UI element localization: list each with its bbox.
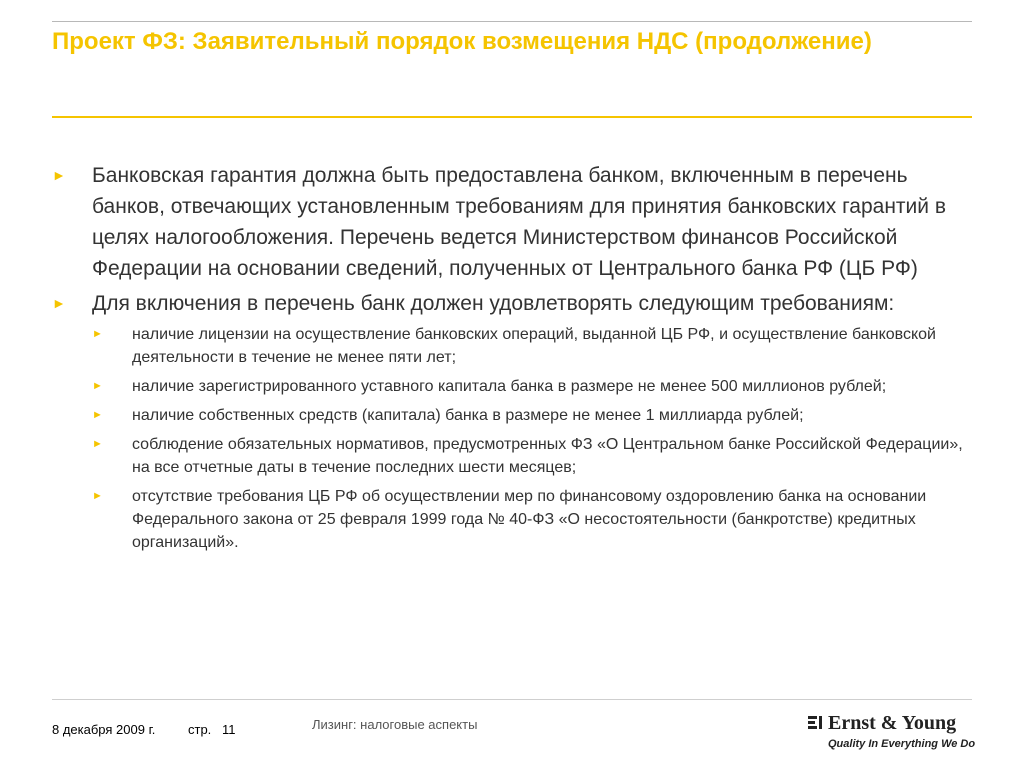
sub-bullet-text: отсутствие требования ЦБ РФ об осуществлении мер по финансовому оздоровлению банка на основании Федерального закона от 25 февраля 1999 года № 40-ФЗ «О несостоятельности (банкротстве) кредитных организаций». [132,488,927,551]
sub-bullet-arrow-icon: ► [92,438,103,450]
footer-date: 8 декабря 2009 г. [52,722,156,737]
slide-title: Проект ФЗ: Заявительный порядок возмещения НДС (продолжение) [52,28,872,55]
sub-bullet-arrow-icon: ► [92,490,103,502]
sub-bullet-arrow-icon: ► [92,328,103,340]
footer-page-label: стр. [188,722,212,737]
logo-tagline: Quality In Everything We Do [828,738,976,750]
sub-bullet-item [92,485,977,554]
sub-bullet-arrow-icon: ► [92,409,103,421]
sub-bullet-text: наличие лицензии на осуществление банковских операций, выданной ЦБ РФ, и осуществление банковской деятельности в течение не менее пяти лет; [132,326,936,366]
bullet-arrow-icon: ► [52,167,66,183]
title-underline [52,116,972,118]
top-divider [52,21,972,22]
ernst-young-logo-mark-icon [808,715,824,731]
logo-wordmark: Ernst & Young [828,711,957,734]
footer-page-number: 11 [222,722,236,737]
footer-presentation-title: Лизинг: налоговые аспекты [312,717,478,732]
sub-bullet-arrow-icon: ► [92,380,103,392]
sub-bullet-text: соблюдение обязательных нормативов, предусмотренных ФЗ «О Центральном банке Российской Федерации», на все отчетные даты в течение последних шести месяцев; [132,436,963,476]
sub-bullet-item [92,323,977,369]
bullet-text: Банковская гарантия должна быть предоставлена банком, включенным в перечень банков, отвечающих установленным требованиям для принятия банковских гарантий в целях налогообложения. Перечень ведется Министерством финансов Российской Федерации на основании сведений, полученных от Центрального банка РФ (ЦБ РФ) [92,164,947,280]
sub-bullet-item [92,375,977,398]
sub-bullet-item [92,404,977,427]
bullet-item [52,160,977,284]
bullet-text: Для включения в перечень банк должен удовлетворять следующим требованиям: [92,292,895,315]
sub-bullet-text: наличие зарегистрированного уставного капитала банка в размере не менее 500 миллионов рублей; [132,378,887,395]
slide-body [52,160,977,560]
footer-divider [52,699,972,700]
sub-bullet-text: наличие собственных средств (капитала) банка в размере не менее 1 миллиарда рублей; [132,407,804,424]
bullet-arrow-icon: ► [52,295,66,311]
bullet-item [52,288,977,319]
ernst-young-logo [808,712,980,758]
requirements-list [92,323,977,554]
sub-bullet-item [92,433,977,479]
